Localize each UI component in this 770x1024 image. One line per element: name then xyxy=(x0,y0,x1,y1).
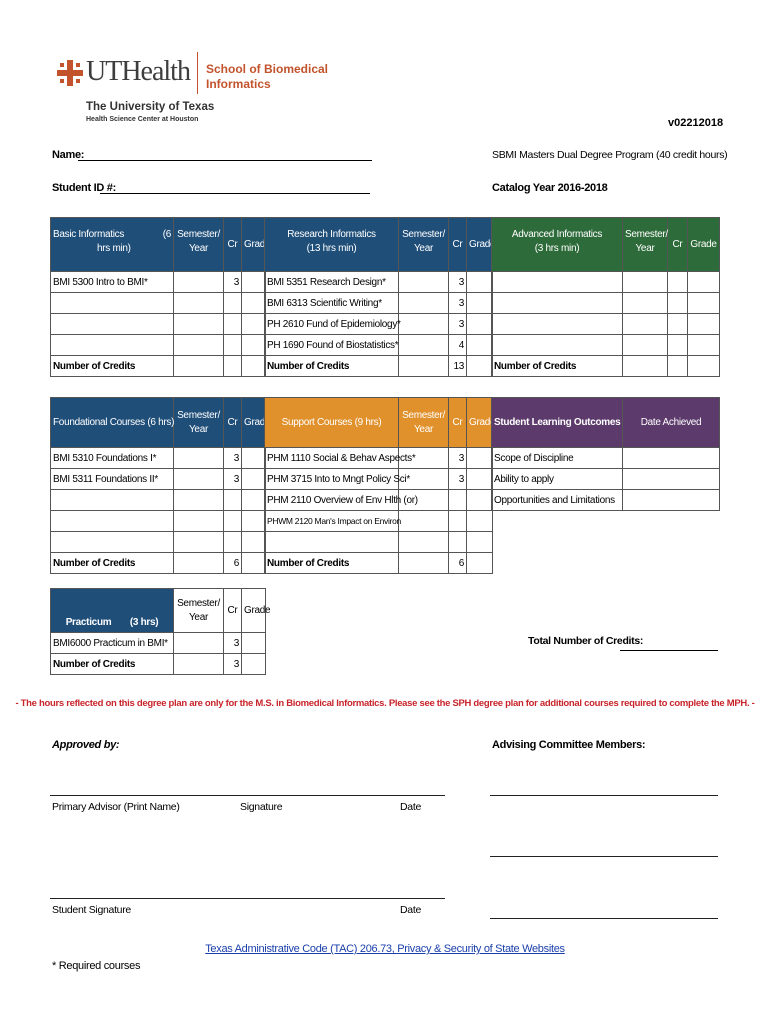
practicum-table xyxy=(50,588,271,675)
support-courses-table xyxy=(264,397,496,574)
practicum-year-header: Year xyxy=(188,611,208,623)
basic-title-min: hrs min) xyxy=(97,243,131,254)
table-row: PHM 1110 Social & Behav Aspects* 3 xyxy=(265,448,493,469)
table-row: Opportunities and Limitations xyxy=(492,490,720,511)
committee-line-2[interactable] xyxy=(490,856,718,857)
program-name: SBMI Masters Dual Degree Program (40 credit hours) xyxy=(492,149,728,161)
basic-title: Basic Informatics xyxy=(53,229,125,240)
degree-plan-note: - The hours reflected on this degree plan are only for the M.S. in Biomedical Informatics. Please see the SPH degree plan for additional courses required to complete the MPH. - xyxy=(15,698,755,709)
foundational-courses-table xyxy=(50,397,271,574)
support-title: Support Courses (9 hrs) xyxy=(265,398,399,448)
total-row: Number of Credits 13 xyxy=(265,356,493,377)
date-label: Date xyxy=(400,801,421,813)
logo-school-name: School of Biomedical Informatics xyxy=(206,62,329,91)
table-row xyxy=(51,293,266,314)
committee-label: Advising Committee Members: xyxy=(492,739,646,751)
table-row: BMI 5300 Intro to BMI* 3 xyxy=(51,272,266,293)
advanced-title: Advanced Informatics xyxy=(511,229,603,240)
table-row: BMI 6313 Scientific Writing* 3 xyxy=(265,293,493,314)
basic-cr-header: Cr xyxy=(224,218,242,272)
logo-divider xyxy=(197,52,198,94)
basic-grade-header: Grade xyxy=(242,218,266,272)
table-row: PHWM 2120 Man's Impact on Environ xyxy=(265,511,493,532)
catalog-year: Catalog Year 2016-2018 xyxy=(492,182,608,194)
foundational-cr-header: Cr xyxy=(224,398,242,448)
support-cr-header: Cr xyxy=(449,398,467,448)
committee-line-3[interactable] xyxy=(490,918,718,919)
approved-by-label: Approved by: xyxy=(52,739,120,751)
table-row xyxy=(51,335,266,356)
required-courses-note: * Required courses xyxy=(52,960,141,972)
advanced-informatics-table xyxy=(491,217,720,377)
logo-wordmark: UTHealth xyxy=(86,56,190,87)
research-grade-header: Grade xyxy=(467,218,493,272)
support-sem-header: Semester/ xyxy=(402,409,445,421)
research-title: Research Informatics xyxy=(287,229,376,240)
support-year-header: Year xyxy=(413,423,433,435)
total-row: Number of Credits 3 xyxy=(51,654,266,675)
total-row: Number of Credits 6 xyxy=(51,553,266,574)
table-row: PHM 2110 Overview of Env Hlth (or) xyxy=(265,490,493,511)
table-row: BMI 5311 Foundations II* 3 xyxy=(51,469,266,490)
research-title-hours: (13 hrs min) xyxy=(306,243,357,254)
foundational-year-header: Year xyxy=(188,423,208,435)
signature-label: Signature xyxy=(240,801,283,813)
table-row: Scope of Discipline xyxy=(492,448,720,469)
outcomes-title: Student Learning Outcomes xyxy=(492,398,623,448)
tac-privacy-link[interactable]: Texas Administrative Code (TAC) 206.73, Privacy & Security of State Websites xyxy=(205,943,565,955)
practicum-grade-header: Grade xyxy=(242,589,266,633)
logo-university: The University of Texas xyxy=(86,101,215,113)
basic-title-hours: (6 xyxy=(162,229,171,240)
total-row: Number of Credits 6 xyxy=(265,553,493,574)
advisor-signature-line[interactable] xyxy=(50,795,445,796)
logo-center: Health Science Center at Houston xyxy=(86,116,199,123)
date-label-2: Date xyxy=(400,904,421,916)
table-row xyxy=(492,272,720,293)
advanced-sem-header: Semester/ xyxy=(625,229,668,240)
foundational-sem-header: Semester/ xyxy=(177,409,220,421)
research-informatics-table xyxy=(264,217,496,377)
research-cr-header: Cr xyxy=(449,218,467,272)
basic-sem-header: Semester/ xyxy=(177,229,220,240)
table-row: PHM 3715 Into to Mngt Policy Sci* 3 xyxy=(265,469,493,490)
practicum-sem-header: Semester/ xyxy=(177,597,220,609)
advanced-title-hours: (3 hrs min) xyxy=(534,243,580,254)
primary-advisor-label: Primary Advisor (Print Name) xyxy=(52,801,180,813)
version-number: v02212018 xyxy=(668,117,724,129)
table-row xyxy=(51,511,266,532)
table-row xyxy=(492,314,720,335)
table-row: BMI 5351 Research Design* 3 xyxy=(265,272,493,293)
uthealth-logo-icon xyxy=(57,60,83,86)
table-row xyxy=(51,314,266,335)
research-sem-header: Semester/ xyxy=(402,229,445,240)
table-row: BMI6000 Practicum in BMI* 3 xyxy=(51,633,266,654)
advanced-cr-header: Cr xyxy=(668,218,688,272)
student-id-label: Student ID #: xyxy=(52,182,116,194)
learning-outcomes-table xyxy=(491,397,720,511)
table-row xyxy=(492,293,720,314)
student-signature-line[interactable] xyxy=(50,898,445,899)
practicum-title-hours: (3 hrs) xyxy=(129,617,159,628)
support-grade-header: Grade xyxy=(467,398,493,448)
table-row xyxy=(492,335,720,356)
foundational-grade-header: Grade xyxy=(242,398,266,448)
total-row: Number of Credits xyxy=(492,356,720,377)
advanced-grade-header: Grade xyxy=(688,218,720,272)
basic-year-header: Year xyxy=(188,243,208,254)
name-label: Name: xyxy=(52,149,85,161)
table-row: PH 2610 Fund of Epidemiology* 3 xyxy=(265,314,493,335)
total-row: Number of Credits xyxy=(51,356,266,377)
practicum-cr-header: Cr xyxy=(224,589,242,633)
total-credits-label: Total Number of Credits: xyxy=(528,635,644,647)
committee-line-1[interactable] xyxy=(490,795,718,796)
table-row xyxy=(51,532,266,553)
table-row: PH 1690 Found of Biostatistics* 4 xyxy=(265,335,493,356)
practicum-title: Practicum xyxy=(65,617,112,628)
student-signature-label: Student Signature xyxy=(52,904,131,916)
student-id-field[interactable] xyxy=(100,181,370,194)
table-row xyxy=(51,490,266,511)
table-row: BMI 5310 Foundations I* 3 xyxy=(51,448,266,469)
name-field[interactable] xyxy=(78,148,372,161)
foundational-title: Foundational Courses (6 hrs) xyxy=(51,398,174,448)
outcomes-date-header: Date Achieved xyxy=(623,398,720,448)
basic-informatics-table xyxy=(50,217,271,377)
advanced-year-header: Year xyxy=(635,243,655,254)
table-row xyxy=(265,532,493,553)
table-row: Ability to apply xyxy=(492,469,720,490)
total-credits-field[interactable] xyxy=(620,638,718,651)
research-year-header: Year xyxy=(413,243,433,254)
